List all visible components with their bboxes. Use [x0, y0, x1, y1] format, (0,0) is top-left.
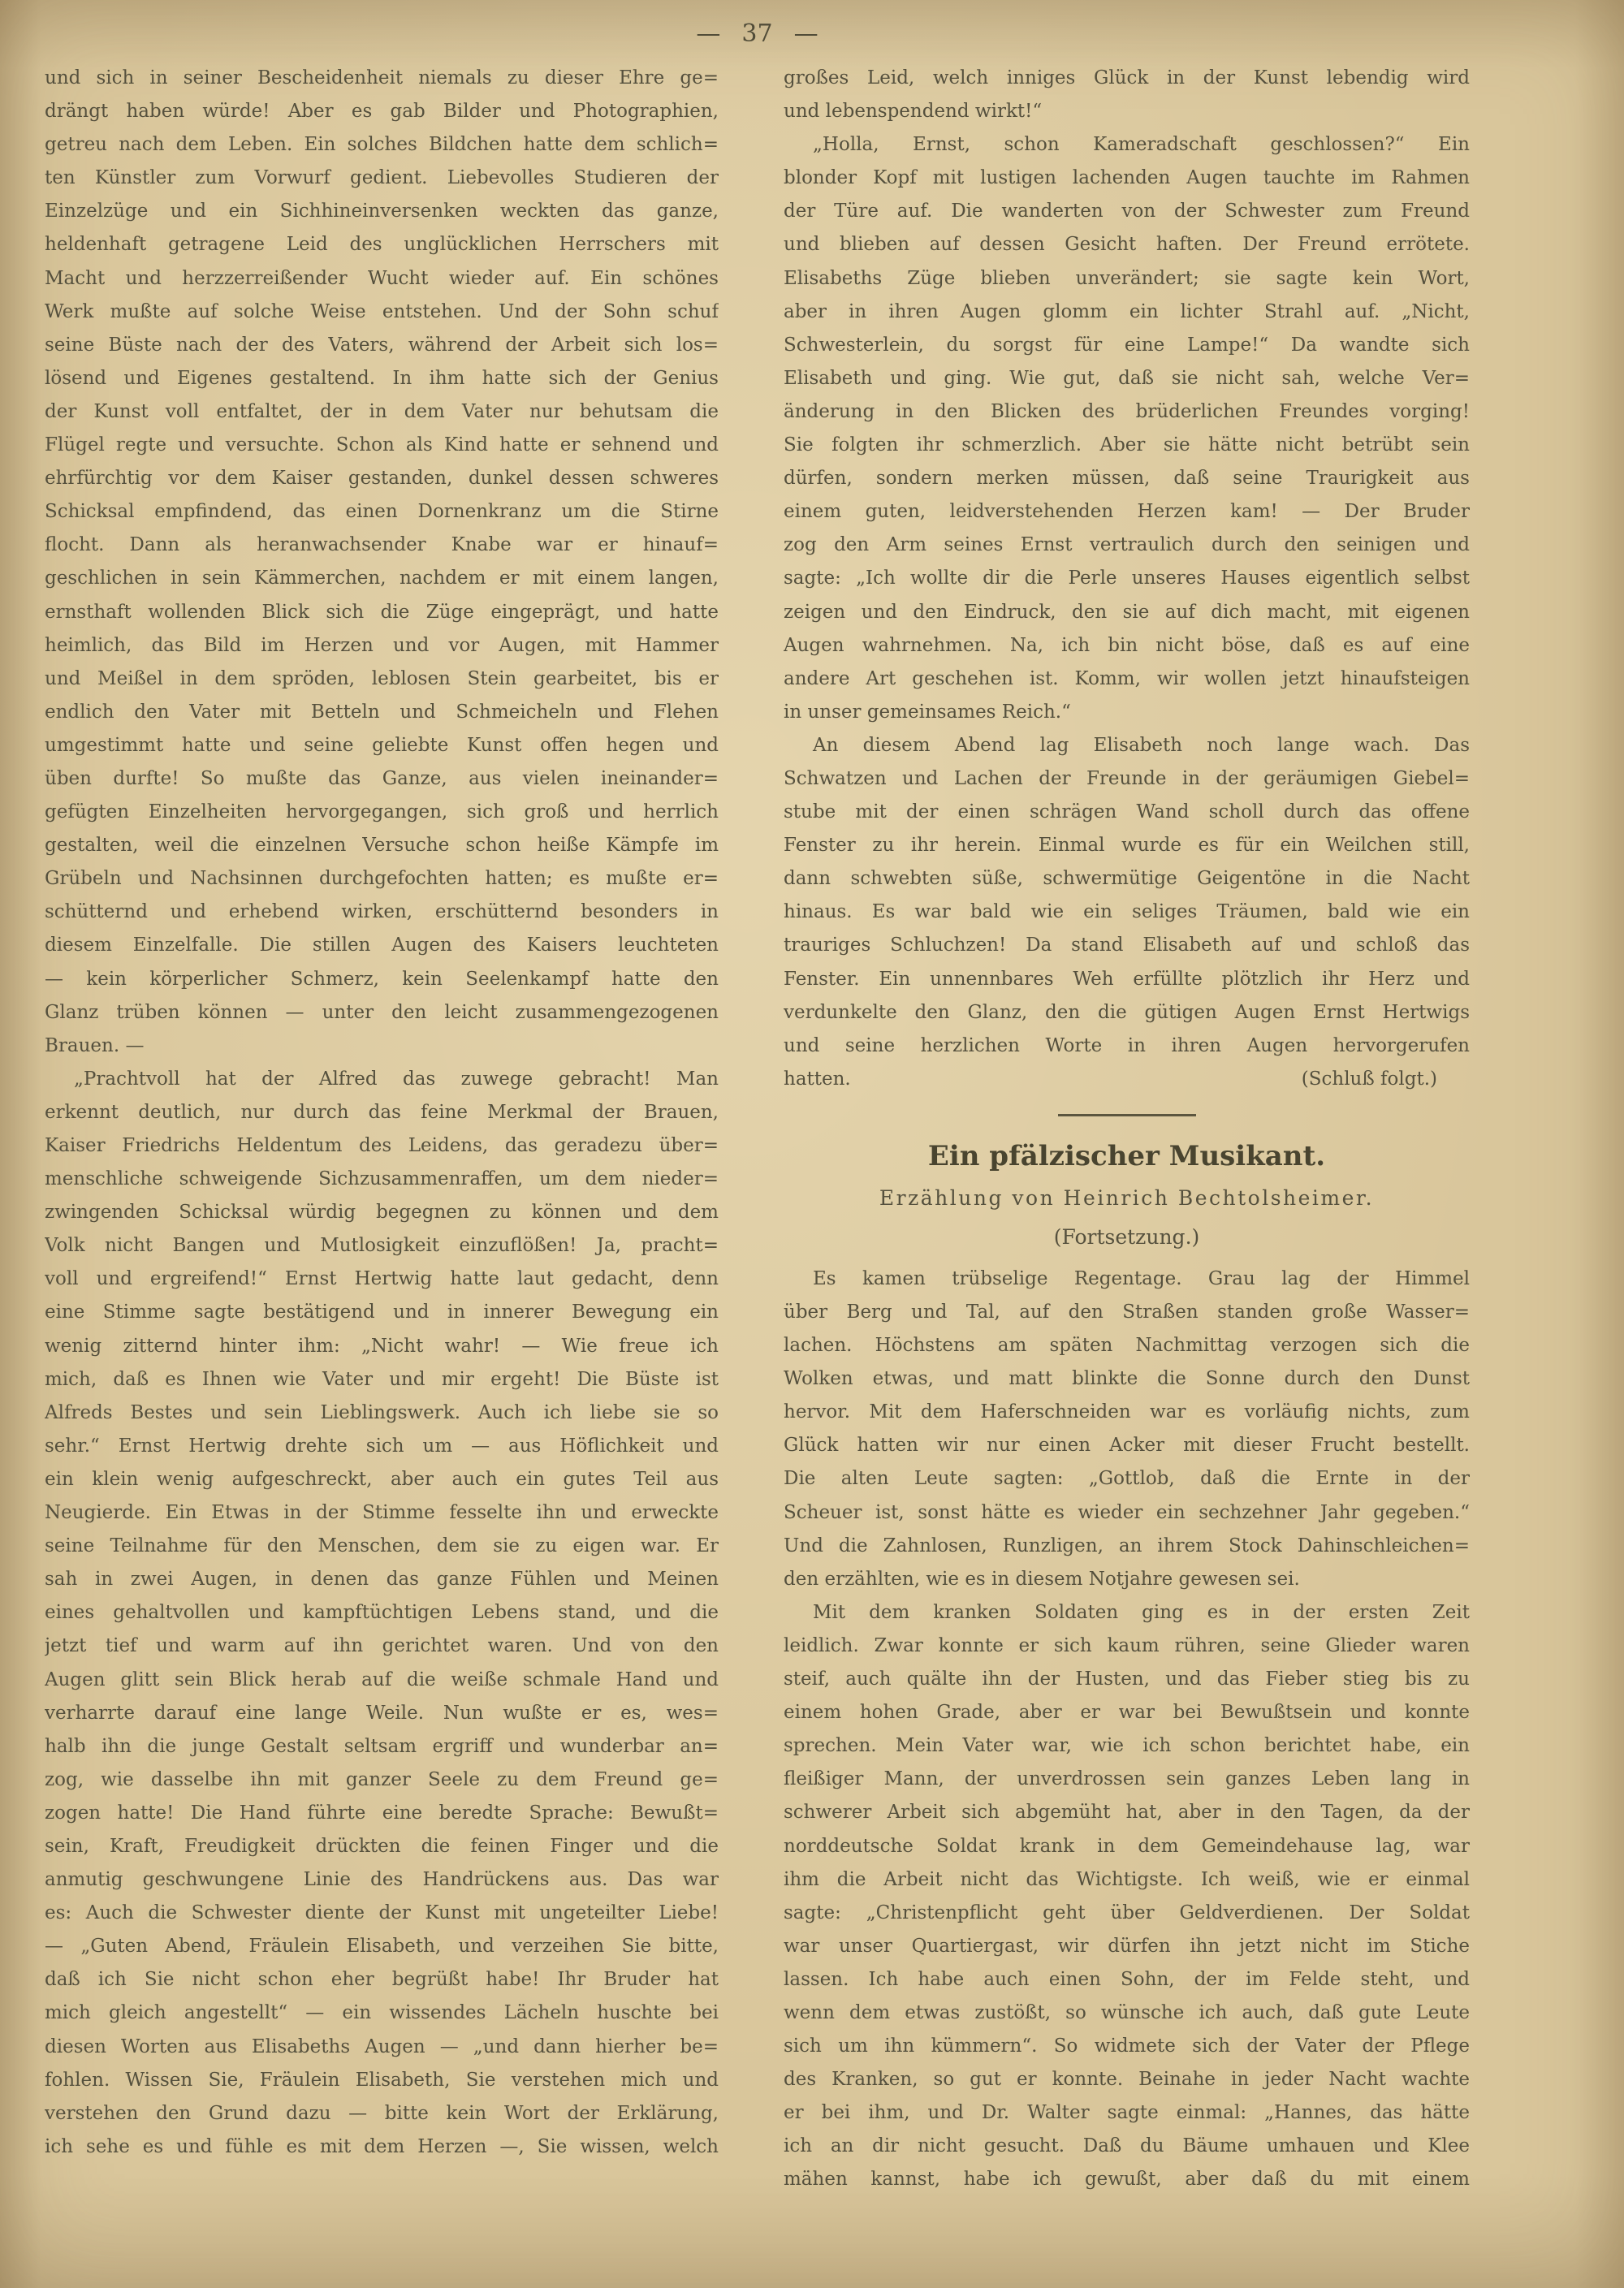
text-line: Wolken etwas, und matt blinkte die Sonne durch den Dunst: [784, 1368, 1470, 1390]
text-line: üben durfte! So mußte das Ganze, aus vielen ineinander=: [45, 767, 719, 789]
text-line: einem guten, leidverstehenden Herzen kam! — Der Bruder: [784, 501, 1470, 523]
left-column: [45, 62, 719, 2164]
text-line: Alfreds Bestes und sein Lieblingswerk. Auch ich liebe sie so: [45, 1401, 719, 1423]
text-line: diesen Worten aus Elisabeths Augen — „und dann hierher be=: [45, 2035, 719, 2057]
text-line: ehrfürchtig vor dem Kaiser gestanden, dunkel dessen schweres: [45, 468, 719, 490]
continuation-note: (Fortsetzung.): [1053, 1224, 1200, 1249]
text-line: Schwatzen und Lachen der Freunde in der geräumigen Giebel=: [784, 767, 1470, 789]
text-line: fohlen. Wissen Sie, Fräulein Elisabeth, Sie verstehen mich und: [45, 2069, 719, 2091]
text-line: Flügel regte und versuchte. Schon als Kind hatte er sehnend und: [45, 434, 719, 456]
text-line: sagte: „Christenpflicht geht über Geldverdienen. Der Soldat: [784, 1902, 1470, 1923]
text-line: Augen glitt sein Blick herab auf die weiße schmale Hand und: [45, 1669, 719, 1690]
text-line: Macht und herzzerreißender Wucht wieder auf. Ein schönes: [45, 267, 719, 289]
text-line: Glück hatten wir nur einen Acker mit dieser Frucht bestellt.: [784, 1435, 1470, 1457]
text-line: gestalten, weil die einzelnen Versuche schon heiße Kämpfe im: [45, 835, 719, 857]
closing-text: hatten.: [784, 1068, 851, 1090]
text-line: dürfen, sondern merken müssen, daß seine Traurigkeit aus: [784, 468, 1470, 490]
text-line: schwerer Arbeit sich abgemüht hat, aber in den Tagen, da der: [784, 1802, 1470, 1824]
text-line: menschliche schweigende Sichzusammenraffen, um dem nieder=: [45, 1168, 719, 1190]
text-line: eines gehaltvollen und kampftüchtigen Lebens stand, und die: [45, 1602, 719, 1624]
text-line: ten Künstler zum Vorwurf gedient. Liebevolles Studieren der: [45, 167, 719, 189]
text-line: jetzt tief und warm auf ihn gerichtet waren. Und von den: [45, 1635, 719, 1657]
story-end-text: [784, 62, 1470, 1063]
text-line: Elisabeth und ging. Wie gut, daß sie nicht sah, welche Ver=: [784, 367, 1470, 389]
text-line: steif, auch quälte ihn der Husten, und das Fieber stieg bis zu: [784, 1669, 1470, 1690]
text-line: der Türe auf. Die wanderten von der Schwester zum Freund: [784, 201, 1470, 222]
paragraph: [45, 1063, 719, 2164]
text-line: zwingenden Schicksal würdig begegnen zu können und dem: [45, 1202, 719, 1224]
text-line: verharrte darauf eine lange Weile. Nun wußte er es, wes=: [45, 1702, 719, 1724]
text-line: Volk nicht Bangen und Mutlosigkeit einzuflößen! Ja, pracht=: [45, 1235, 719, 1257]
text-line: sagte: „Ich wollte dir die Perle unseres Hauses eigentlich selbst: [784, 568, 1470, 589]
text-line: und lebenspendend wirkt!“: [784, 101, 1043, 123]
text-line: aber in ihren Augen glomm ein lichter Strahl auf. „Nicht,: [784, 300, 1470, 322]
text-line: eine Stimme sagte bestätigend und in innerer Bewegung ein: [45, 1302, 719, 1323]
text-line: „Holla, Ernst, schon Kameradschaft geschlossen?“ Ein: [813, 134, 1470, 156]
text-line: andere Art geschehen ist. Komm, wir wollen jetzt hinaufsteigen: [784, 667, 1470, 689]
text-line: heldenhaft getragene Leid des unglücklichen Herrschers mit: [45, 234, 719, 256]
text-line: zogen hatte! Die Hand führte eine beredte Sprache: Bewußt=: [45, 1802, 719, 1824]
text-line: lassen. Ich habe auch einen Sohn, der im Felde steht, und: [784, 1968, 1470, 1990]
text-line: und sich in seiner Bescheidenheit niemals zu dieser Ehre ge=: [45, 67, 719, 88]
to-be-concluded-note: (Schluß folgt.): [1301, 1068, 1437, 1090]
text-line: Schwesterlein, du sorgst für eine Lampe!“ Da wandte sich: [784, 334, 1470, 356]
text-line: mich, daß es Ihnen wie Vater und mir ergeht! Die Büste ist: [45, 1368, 719, 1390]
text-line: zog den Arm seines Ernst vertraulich durch den seinigen und: [784, 534, 1470, 556]
right-column: [784, 62, 1470, 2197]
text-line: — „Guten Abend, Fräulein Elisabeth, und verzeihen Sie bitte,: [45, 1936, 719, 1958]
text-line: Brauen. —: [45, 1034, 145, 1056]
text-line: Schicksal empfindend, das einen Dornenkranz um die Stirne: [45, 501, 719, 523]
text-line: drängt haben würde! Aber es gab Bilder und Photographien,: [45, 101, 719, 123]
text-line: „Prachtvoll hat der Alfred das zuwege gebracht! Man: [74, 1068, 719, 1090]
text-line: zeigen und den Eindruck, den sie auf dich macht, mit eigenen: [784, 601, 1470, 623]
header-dash-right: —: [793, 19, 818, 48]
paragraph: [784, 729, 1470, 1063]
section-divider: [1058, 1114, 1196, 1116]
text-line: und blieben auf dessen Gesicht haften. Der Freund errötete.: [784, 234, 1470, 256]
text-line: trauriges Schluchzen! Da stand Elisabeth auf und schloß das: [784, 935, 1470, 956]
text-line: Neugierde. Ein Etwas in der Stimme fesselte ihn und erweckte: [45, 1502, 719, 1524]
text-line: zog, wie dasselbe ihn mit ganzer Seele zu dem Freund ge=: [45, 1768, 719, 1790]
text-line: anmutig geschwungene Linie des Handrückens aus. Das war: [45, 1869, 719, 1891]
text-line: der Kunst voll entfaltet, der in dem Vater nur behutsam die: [45, 400, 719, 422]
text-line: Einzelzüge und ein Sichhineinversenken weckten das ganze,: [45, 201, 719, 222]
text-line: den erzählten, wie es in diesem Notjahre gewesen sei.: [784, 1568, 1300, 1590]
story-byline: Erzählung von Heinrich Bechtolsheimer.: [879, 1185, 1375, 1210]
text-line: Grübeln und Nachsinnen durchgefochten hatten; es mußte er=: [45, 868, 719, 890]
text-line: An diesem Abend lag Elisabeth noch lange wach. Das: [813, 734, 1470, 756]
text-line: umgestimmt hatte und seine geliebte Kunst offen hegen und: [45, 734, 719, 756]
story-closing-line: [784, 1063, 1470, 1096]
text-line: Und die Zahnlosen, Runzligen, an ihrem Stock Dahinschleichen=: [784, 1535, 1470, 1556]
text-line: fleißiger Mann, der unverdrossen sein ganzes Leben lang in: [784, 1768, 1470, 1790]
text-line: wenig zitternd hinter ihm: „Nicht wahr! — Wie freue ich: [45, 1335, 719, 1357]
text-line: hervor. Mit dem Haferschneiden war es vorläufig nichts, zum: [784, 1401, 1470, 1423]
text-line: sprechen. Mein Vater war, wie ich schon berichtet habe, ein: [784, 1735, 1470, 1757]
text-line: geschlichen in sein Kämmerchen, nachdem er mit einem langen,: [45, 568, 719, 589]
text-line: Sie folgten ihr schmerzlich. Aber sie hätte nicht betrübt sein: [784, 434, 1470, 456]
text-line: verdunkelte den Glanz, den die gütigen Augen Ernst Hertwigs: [784, 1001, 1470, 1023]
text-line: und seine herzlichen Worte in ihren Augen hervorgerufen: [784, 1034, 1470, 1056]
text-line: Die alten Leute sagten: „Gottlob, daß die Ernte in der: [784, 1468, 1470, 1490]
text-line: stube mit der einen schrägen Wand scholl durch das offene: [784, 801, 1470, 823]
text-line: Scheuer ist, sonst hätte es wieder ein sechzehner Jahr gegeben.“: [784, 1501, 1470, 1523]
text-line: Kaiser Friedrichs Heldentum des Leidens, das geradezu über=: [45, 1135, 719, 1156]
text-line: war unser Quartiergast, wir dürfen ihn jetzt nicht im Stiche: [784, 1935, 1470, 1957]
text-line: sah in zwei Augen, in denen das ganze Fühlen und Meinen: [45, 1569, 719, 1591]
text-line: lösend und Eigenes gestaltend. In ihm hatte sich der Genius: [45, 367, 719, 389]
text-line: er bei ihm, und Dr. Walter sagte einmal: „Hannes, das hätte: [784, 2102, 1470, 2124]
text-line: wenn dem etwas zustößt, so wünsche ich auch, daß gute Leute: [784, 2001, 1470, 2023]
text-line: sein, Kraft, Freudigkeit drückten die feinen Finger und die: [45, 1835, 719, 1857]
text-line: seine Büste nach der des Vaters, während der Arbeit sich los=: [45, 334, 719, 356]
paragraph: [784, 1596, 1470, 2197]
text-line: ernsthaft wollenden Blick sich die Züge eingeprägt, und hatte: [45, 601, 719, 623]
text-line: gefügten Einzelheiten hervorgegangen, sich groß und herrlich: [45, 801, 719, 823]
text-line: es: Auch die Schwester diente der Kunst mit ungeteilter Liebe!: [45, 1902, 719, 1924]
text-line: Glanz trüben können — unter den leicht zusammengezogenen: [45, 1001, 719, 1023]
text-line: verstehen den Grund dazu — bitte kein Wort der Erklärung,: [45, 2102, 719, 2124]
next-story-text: [784, 1263, 1470, 2197]
paragraph: [784, 62, 1470, 128]
text-line: ich sehe es und fühle es mit dem Herzen —, Sie wissen, welch: [45, 2135, 719, 2157]
text-line: des Kranken, so gut er konnte. Beinahe in jeder Nacht wachte: [784, 2069, 1470, 2091]
text-line: großes Leid, welch inniges Glück in der Kunst lebendig wird: [784, 67, 1470, 88]
text-line: und Meißel in dem spröden, leblosen Stein gearbeitet, bis er: [45, 667, 719, 689]
paragraph: [784, 128, 1470, 729]
text-line: diesem Einzelfalle. Die stillen Augen des Kaisers leuchteten: [45, 935, 719, 956]
text-line: getreu nach dem Leben. Ein solches Bildchen hatte dem schlich=: [45, 134, 719, 156]
text-line: ich an dir nicht gesucht. Daß du Bäume umhauen und Klee: [784, 2135, 1470, 2157]
text-line: Mit dem kranken Soldaten ging es in der ersten Zeit: [813, 1601, 1470, 1623]
text-line: norddeutsche Soldat krank in dem Gemeindehause lag, war: [784, 1835, 1470, 1857]
text-line: Elisabeths Züge blieben unverändert; sie sagte kein Wort,: [784, 267, 1470, 289]
text-line: in unser gemeinsames Reich.“: [784, 701, 1071, 723]
text-line: leidlich. Zwar konnte er sich kaum rühren, seine Glieder waren: [784, 1634, 1470, 1656]
text-line: Augen wahrnehmen. Na, ich bin nicht böse, daß es auf eine: [784, 634, 1470, 656]
text-line: Fenster. Ein unnennbares Weh erfüllte plötzlich ihr Herz und: [784, 968, 1470, 990]
page-header: [45, 19, 1470, 48]
text-line: einem hohen Grade, aber er war bei Bewußtsein und konnte: [784, 1702, 1470, 1724]
text-line: endlich den Vater mit Betteln und Schmeicheln und Flehen: [45, 701, 719, 723]
text-line: ein klein wenig aufgeschreckt, aber auch ein gutes Teil aus: [45, 1468, 719, 1490]
text-line: — kein körperlicher Schmerz, kein Seelenkampf hatte den: [45, 968, 719, 990]
text-line: lachen. Höchstens am späten Nachmittag verzogen sich die: [784, 1335, 1470, 1357]
paragraph: [45, 62, 719, 1063]
text-line: hinaus. Es war bald wie ein seliges Träumen, bald wie ein: [784, 901, 1470, 923]
text-line: ihm die Arbeit nicht das Wichtigste. Ich weiß, wie er einmal: [784, 1868, 1470, 1890]
text-line: über Berg und Tal, auf den Straßen standen große Wasser=: [784, 1302, 1470, 1323]
text-line: schütternd und erhebend wirken, erschütternd besonders in: [45, 901, 719, 923]
text-line: erkennt deutlich, nur durch das feine Merkmal der Brauen,: [45, 1101, 719, 1123]
text-line: änderung in den Blicken des brüderlichen Freundes vorging!: [784, 400, 1470, 422]
header-dash-left: —: [696, 19, 721, 48]
text-line: blonder Kopf mit lustigen lachenden Augen tauchte im Rahmen: [784, 167, 1470, 189]
text-line: flocht. Dann als heranwachsender Knabe war er hinauf=: [45, 534, 719, 556]
text-line: heimlich, das Bild im Herzen und vor Augen, mit Hammer: [45, 634, 719, 656]
text-line: mich gleich angestellt“ — ein wissendes Lächeln huschte bei: [45, 2002, 719, 2024]
text-line: sehr.“ Ernst Hertwig drehte sich um — aus Höflichkeit und: [45, 1435, 719, 1457]
page-number: 37: [741, 19, 773, 48]
text-line: seine Teilnahme für den Menschen, dem sie zu eigen war. Er: [45, 1535, 719, 1557]
paragraph: [784, 1263, 1470, 1596]
text-line: sich um ihn kümmern“. So widmete sich der Vater der Pflege: [784, 2035, 1470, 2057]
text-line: mähen kannst, habe ich gewußt, aber daß du mit einem: [784, 2169, 1470, 2191]
text-line: Fenster zu ihr herein. Einmal wurde es für ein Weilchen still,: [784, 835, 1470, 857]
story-title: Ein pfälzischer Musikant.: [927, 1139, 1326, 1172]
text-line: Werk mußte auf solche Weise entstehen. Und der Sohn schuf: [45, 300, 719, 322]
text-line: Es kamen trübselige Regentage. Grau lag der Himmel: [813, 1267, 1470, 1289]
text-line: halb ihn die junge Gestalt seltsam ergriff und wunderbar an=: [45, 1735, 719, 1757]
text-line: dann schwebten süße, schwermütige Geigentöne in die Nacht: [784, 868, 1470, 890]
text-line: voll und ergreifend!“ Ernst Hertwig hatte laut gedacht, denn: [45, 1268, 719, 1290]
text-line: daß ich Sie nicht schon eher begrüßt habe! Ihr Bruder hat: [45, 1969, 719, 1991]
